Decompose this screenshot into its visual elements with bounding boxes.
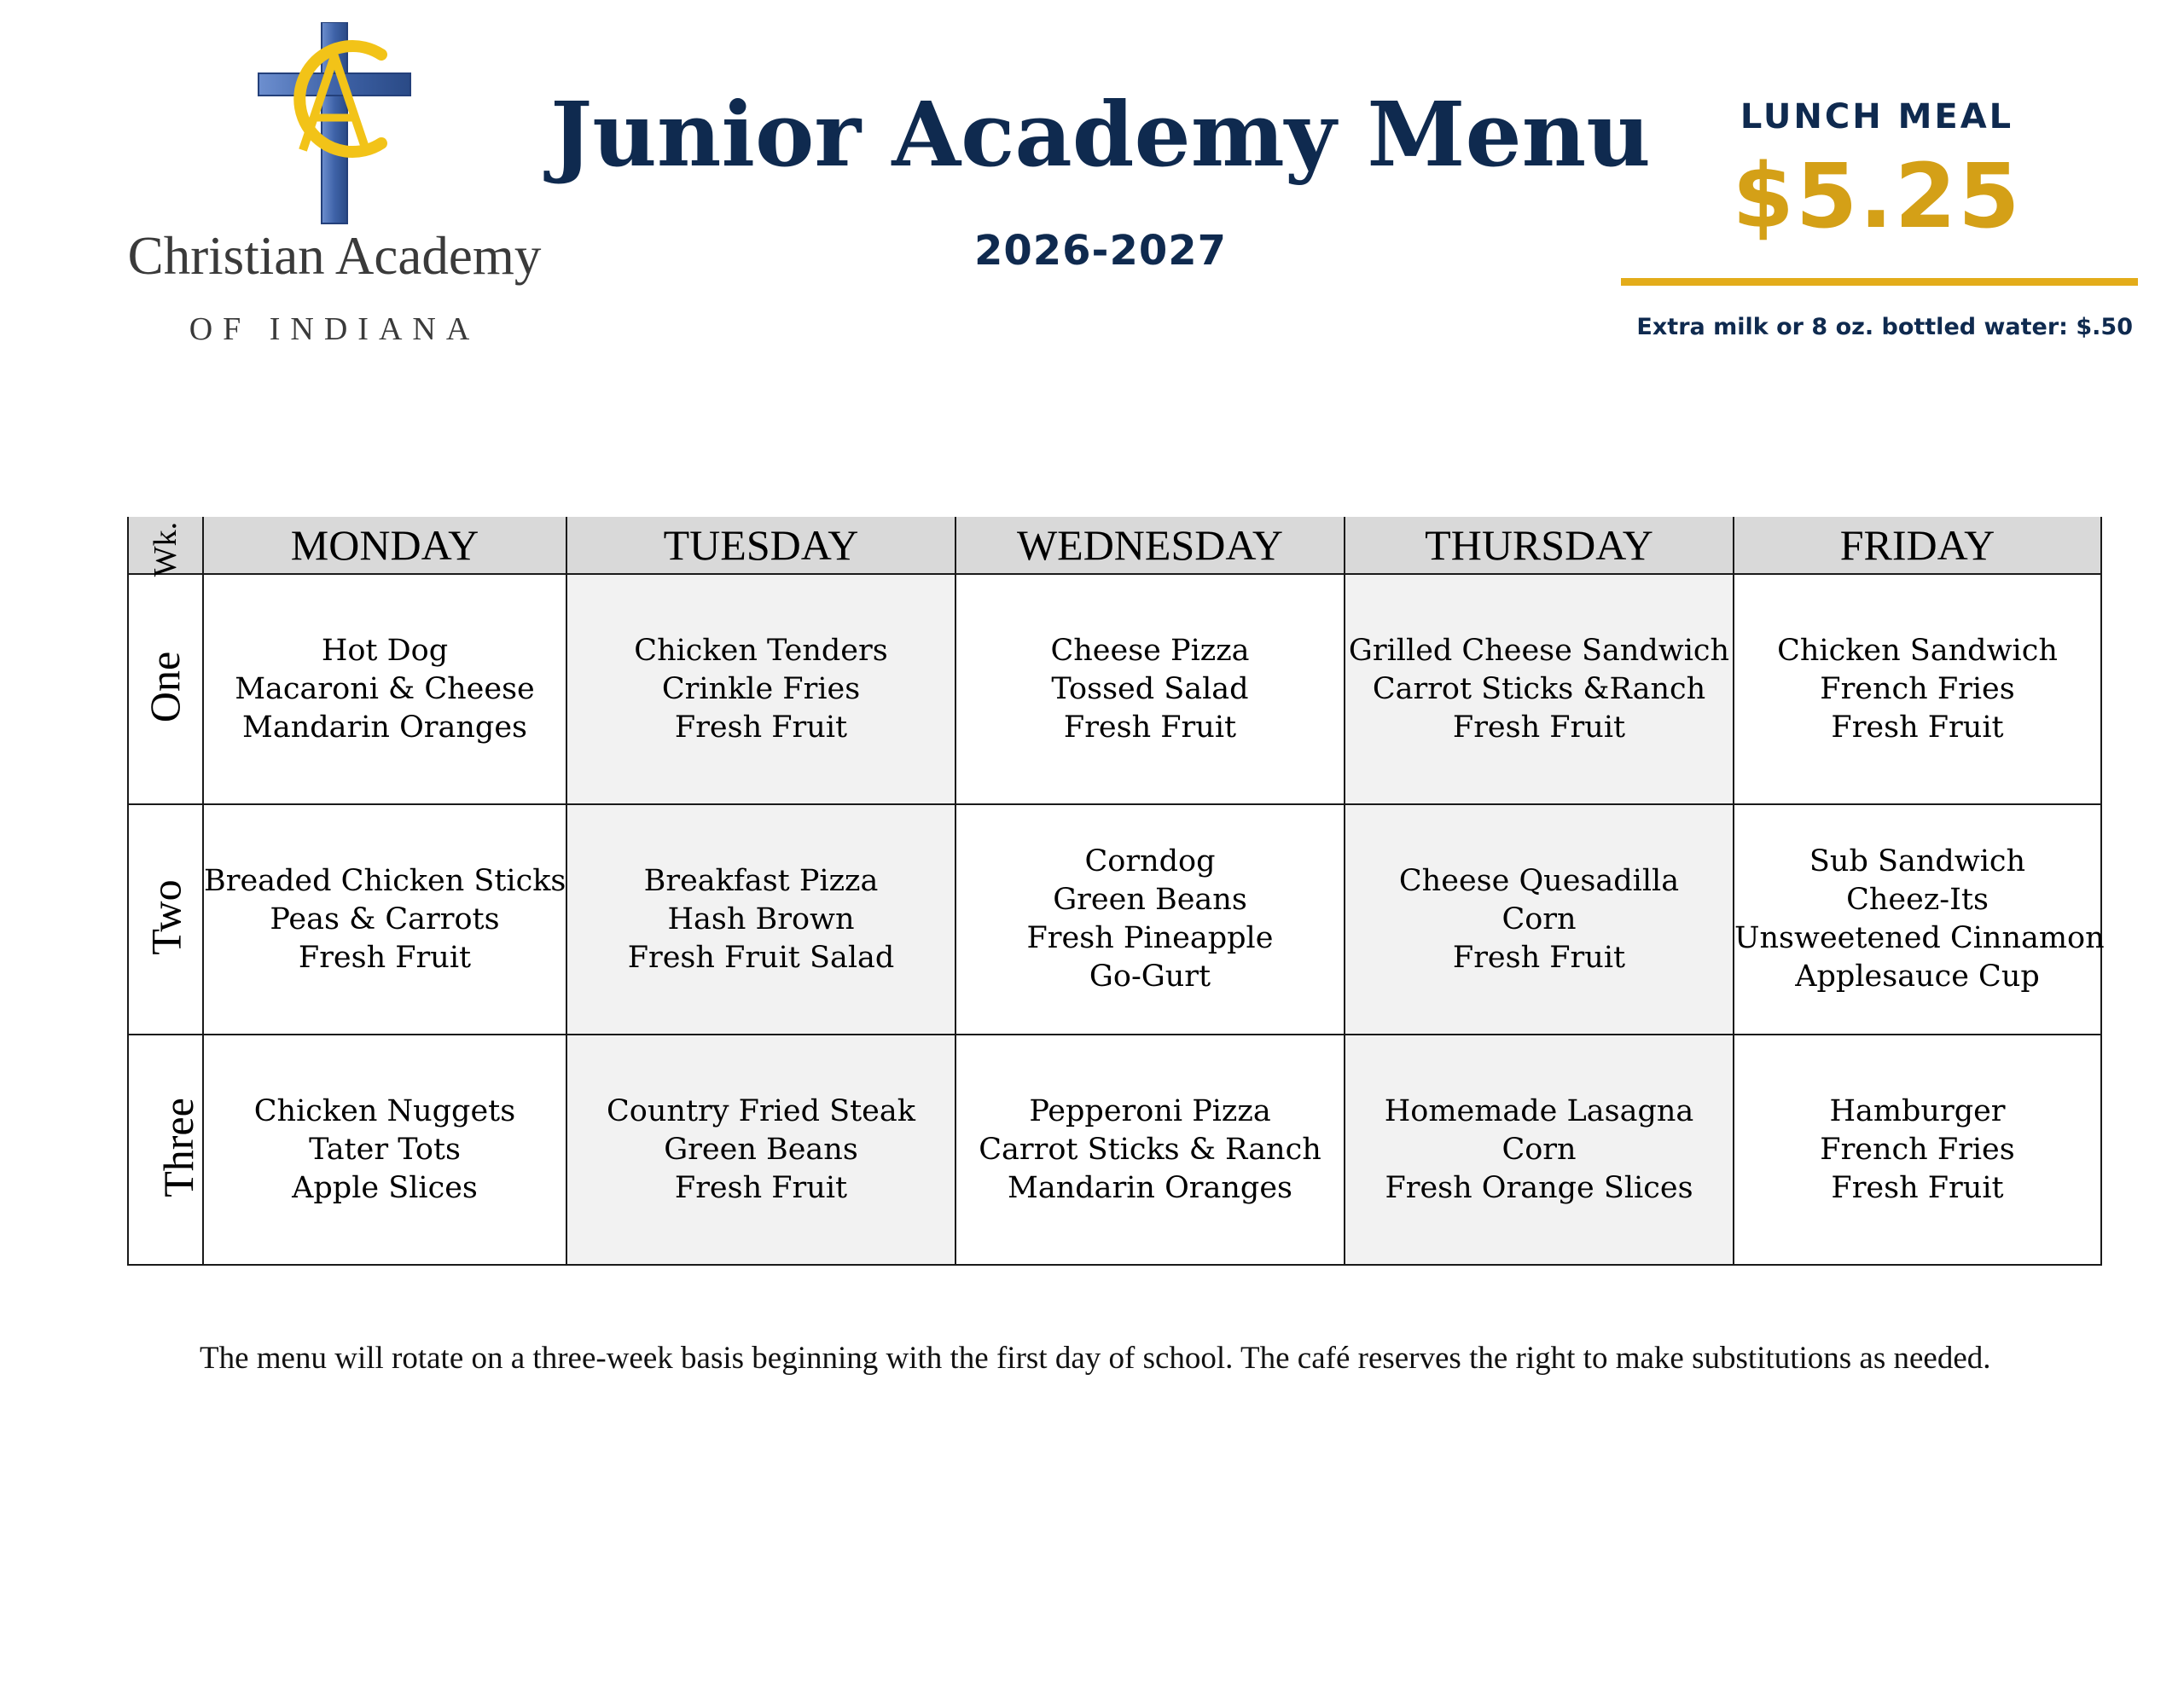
menu-item: Peas & Carrots: [270, 901, 500, 936]
menu-item: Fresh Fruit: [1831, 710, 2004, 745]
menu-item: Hash Brown: [667, 901, 855, 936]
menu-item: French Fries: [1820, 671, 2015, 706]
menu-table: [127, 517, 2105, 1266]
day-header-thursday: THURSDAY: [1345, 517, 1734, 574]
page-title: Junior Academy Menu: [550, 82, 1651, 187]
menu-cell-thursday: [1345, 1035, 1734, 1265]
week-label: Three: [154, 1097, 202, 1197]
menu-cell-monday: [203, 804, 566, 1035]
day-header-tuesday: TUESDAY: [566, 517, 956, 574]
menu-cell-thursday: [1345, 574, 1734, 804]
menu-cell-tuesday: [566, 1035, 956, 1265]
week-label: One: [141, 651, 189, 722]
menu-item: Fresh Orange Slices: [1385, 1170, 1693, 1205]
menu-item: Mandarin Oranges: [1007, 1170, 1293, 1205]
menu-cell-friday: [1734, 574, 2101, 804]
menu-item: Fresh Fruit: [1831, 1170, 2004, 1205]
menu-item: Macaroni & Cheese: [235, 671, 535, 706]
menu-item: Corn: [1502, 1132, 1577, 1167]
menu-item: Chicken Tenders: [634, 633, 888, 668]
school-year: 2026-2027: [973, 227, 1228, 275]
extra-price-note: Extra milk or 8 oz. bottled water: $.50: [1636, 314, 2133, 340]
menu-cell-tuesday: [566, 804, 956, 1035]
menu-item: Fresh Fruit: [298, 940, 472, 975]
menu-item: Fresh Fruit Salad: [627, 940, 895, 975]
menu-item: Corndog: [1084, 844, 1216, 878]
menu-item: Grilled Cheese Sandwich: [1348, 633, 1730, 668]
menu-cell-wednesday: [956, 574, 1345, 804]
menu-item: Green Beans: [664, 1132, 858, 1167]
menu-item: Cheese Quesadilla: [1398, 863, 1680, 898]
menu-cell-wednesday: [956, 804, 1345, 1035]
menu-header-row: [128, 517, 2101, 574]
menu-item: Country Fried Steak: [607, 1093, 915, 1128]
week-label-cell: [128, 574, 203, 804]
menu-item: Green Beans: [1053, 883, 1247, 917]
menu-item: Unsweetened Cinnamon: [1734, 921, 2105, 955]
price-divider: [1621, 278, 2138, 286]
week-label-cell: [128, 804, 203, 1035]
menu-item: French Fries: [1820, 1132, 2015, 1167]
menu-item: Cheez-Its: [1846, 883, 1989, 917]
day-header-wednesday: WEDNESDAY: [956, 517, 1345, 574]
menu-item: Corn: [1502, 901, 1577, 936]
menu-item: Hot Dog: [321, 633, 449, 668]
week-label-cell: [128, 1035, 203, 1265]
logo-school-subtitle: OF INDIANA: [189, 311, 480, 347]
week-row-one: [128, 574, 2101, 804]
menu-cell-monday: [203, 1035, 566, 1265]
lunch-meal-label: LUNCH MEAL: [1740, 97, 2014, 136]
menu-item: Fresh Pineapple: [1026, 921, 1274, 955]
menu-item: Apple Slices: [292, 1170, 478, 1205]
menu-item: Homemade Lasagna: [1384, 1093, 1694, 1128]
menu-item: Go-Gurt: [1089, 959, 1211, 994]
menu-item: Mandarin Oranges: [241, 710, 528, 745]
menu-item: Breakfast Pizza: [643, 863, 879, 898]
menu-item: Carrot Sticks &Ranch: [1372, 671, 1706, 706]
menu-item: Carrot Sticks & Ranch: [979, 1132, 1321, 1167]
menu-item: Fresh Fruit: [674, 710, 848, 745]
day-header-monday: MONDAY: [203, 517, 566, 574]
menu-item: Pepperoni Pizza: [1029, 1093, 1271, 1128]
menu-item: Tossed Salad: [1051, 671, 1249, 706]
week-row-two: [128, 804, 2101, 1035]
week-row-three: [128, 1035, 2101, 1265]
menu-item: Hamburger: [1829, 1093, 2006, 1128]
menu-item: Applesauce Cup: [1795, 959, 2040, 994]
menu-cell-tuesday: [566, 574, 956, 804]
menu-item: Fresh Fruit: [1063, 710, 1237, 745]
rotation-note: The menu will rotate on a three-week basis beginning with the first day of school. The café reserves the right to make substitutions as needed.: [200, 1341, 1991, 1376]
lunch-price: $5.25: [1732, 144, 2022, 248]
menu-cell-monday: [203, 574, 566, 804]
menu-item: Cheese Pizza: [1050, 633, 1250, 668]
day-header-friday: FRIDAY: [1734, 517, 2101, 574]
cross-logo-icon: [253, 22, 415, 227]
menu-cell-friday: [1734, 804, 2105, 1035]
menu-item: Crinkle Fries: [661, 671, 861, 706]
wk-header: [128, 517, 203, 577]
menu-cell-friday: [1734, 1035, 2101, 1265]
menu-item: Fresh Fruit: [1452, 940, 1626, 975]
menu-item: Fresh Fruit: [1452, 710, 1626, 745]
week-label: Two: [142, 878, 190, 955]
menu-item: Tater Tots: [309, 1132, 461, 1167]
menu-item: Chicken Sandwich: [1777, 633, 2058, 668]
logo-school-name: Christian Academy: [127, 226, 542, 286]
school-logo: [96, 19, 573, 351]
menu-item: Sub Sandwich: [1809, 844, 2026, 878]
menu-cell-wednesday: [956, 1035, 1345, 1265]
menu-item: Breaded Chicken Sticks: [204, 863, 566, 898]
menu-item: Chicken Nuggets: [253, 1093, 516, 1128]
menu-cell-thursday: [1345, 804, 1734, 1035]
wk-header-label: Wk.: [148, 521, 183, 577]
menu-item: Fresh Fruit: [674, 1170, 848, 1205]
